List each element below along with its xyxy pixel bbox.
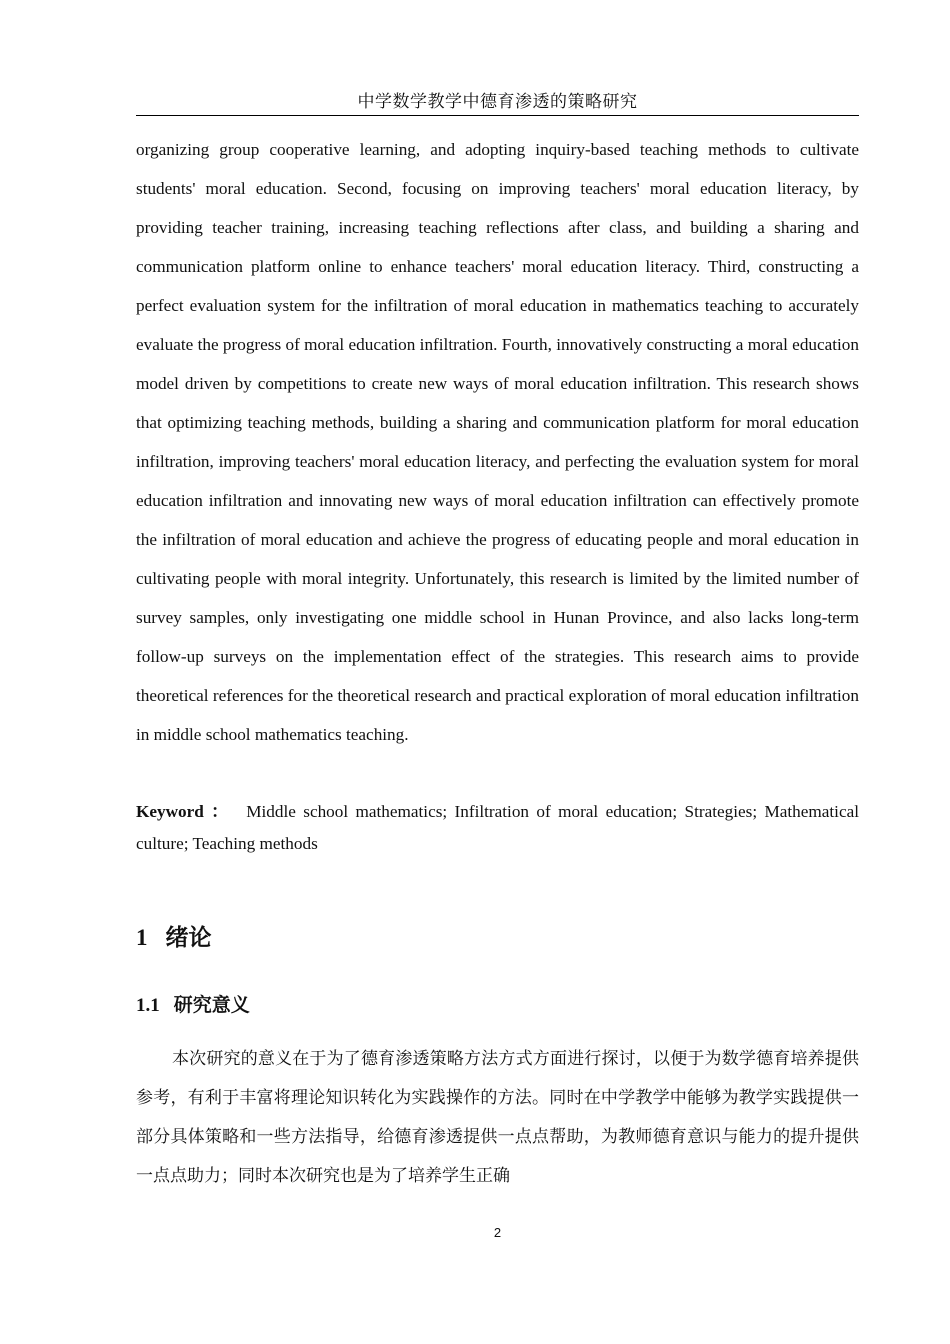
subsection-heading (136, 990, 250, 1021)
section-heading (136, 920, 212, 956)
body-paragraph: 本次研究的意义在于为了德育渗透策略方法方式方面进行探讨，以便于为数学德育培养提供参考，有利于丰富将理论知识转化为实践操作的方法。同时在中学教学中能够为教学实践提供一部分具体策略和一些方法指导，给德育渗透提供一点点帮助，为教师德育意识与能力的提升提供一点点助力；同时本次研究也是为了培养学生正确 (136, 1049, 859, 1186)
keywords-text: Middle school mathematics; Infiltration of moral education; Strategies; Mathematical culture; Teaching methods (136, 802, 859, 853)
section-title: 绪论 (165, 925, 212, 951)
running-header: 中学数学教学中德育渗透的策略研究 (357, 92, 638, 111)
subsection-number: 1.1 (136, 995, 160, 1016)
page-number: 2 (493, 1225, 502, 1240)
header-rule (136, 115, 859, 116)
keywords-label: Keyword ： (136, 802, 232, 821)
keywords-line (136, 796, 859, 860)
abstract-paragraph: organizing group cooperative learning, and adopting inquiry-based teaching methods to cultivate students' moral education. Second, focusing on improving teachers' moral education literacy, by providing teacher training, increasing teaching reflections after class, and building a sharing and communication platform online to enhance teachers' moral education literacy. Third, constructing a perfect evaluation system for the infiltration of moral education in mathematics teaching to accurately evaluate the progress of moral education infiltration. Fourth, innovatively constructing a moral education model driven by competitions to create new ways of moral education infiltration. This research shows that optimizing teaching methods, building a sharing and communication platform for moral education infiltration, improving teachers' moral education literacy, and perfecting the evaluation system for moral education infiltration and innovating new ways of moral education infiltration can effectively promote the infiltration of moral education and achieve the progress of educating people and moral education in cultivating people with moral integrity. Unfortunately, this research is limited by the limited number of survey samples, only investigating one middle school in Hunan Province, and also lacks long-term follow-up surveys on the implementation effect of the strategies. This research aims to provide theoretical references for the theoretical research and practical exploration of moral education infiltration in middle school mathematics teaching. (136, 140, 859, 744)
section-number: 1 (136, 925, 148, 950)
subsection-title: 研究意义 (173, 994, 250, 1016)
